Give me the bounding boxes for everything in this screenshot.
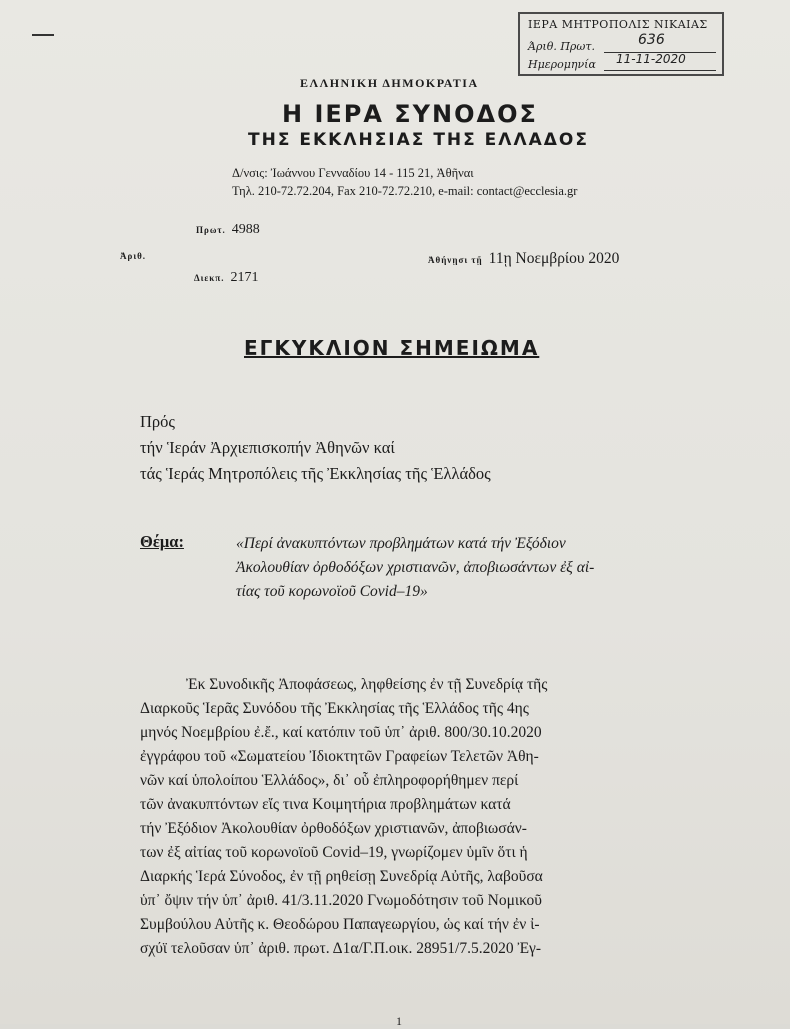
subject-line-1: «Περί ἀνακυπτόντων προβλημάτων κατά τήν Ἐξόδιον — [236, 535, 566, 552]
body-line: των ἐξ αἰτίας τοῦ κορωνοϊοῦ Covid–19, γνωρίζομεν ὑμῖν ὅτι ἡ — [140, 844, 528, 861]
reception-stamp — [518, 12, 724, 76]
body-line: τήν Ἐξόδιον Ἀκολουθίαν ὀρθοδόξων χριστιανῶν, ἀποβιωσάν- — [140, 820, 527, 837]
synod-title: Η ΙΕΡΑ ΣΥΝΟΔΟΣ — [282, 100, 538, 128]
subject-line-2: Ἀκολουθίαν ὀρθοδόξων χριστιανῶν, ἀποβιωσάντων ἐξ αἰ- — [236, 559, 595, 576]
stamp-prot-value: 636 — [638, 32, 665, 48]
date-value: 11ῃ Νοεμβρίου 2020 — [488, 250, 620, 267]
contact-line: Τηλ. 210-72.72.204, Fax 210-72.72.210, e-mail: contact@ecclesia.gr — [232, 184, 578, 198]
recipient-line-2: τάς Ἱεράς Μητροπόλεις τῆς Ἐκκλησίας τῆς Ἑλλάδος — [140, 464, 491, 483]
body-line: σχύϊ τελοῦσαν ὑπ᾿ ἀριθ. πρωτ. Δ1α/Γ.Π.οικ. 28951/7.5.2020 Ἐγ- — [140, 940, 542, 957]
body-line: Διαρκής Ἱερά Σύνοδος, ἐν τῇ ρηθείσῃ Συνεδρίᾳ Αὐτῆς, λαβοῦσα — [140, 868, 543, 885]
document-date — [428, 250, 619, 268]
body-line: Συμβούλου Αὐτῆς κ. Θεοδώρου Παπαγεωργίου, ὡς καί τήν ἐν ἰ- — [140, 916, 540, 933]
body-line: ἐγγράφου τοῦ «Σωματείου Ἰδιοκτητῶν Γραφείων Τελετῶν Ἀθη- — [140, 748, 539, 765]
recipient-to: Πρός — [140, 412, 175, 431]
page-number: 1 — [396, 1014, 402, 1028]
body-line: ὑπ᾿ ὄψιν τήν ὑπ᾿ ἀριθ. 41/3.11.2020 Γνωμοδότησιν τοῦ Νομικοῦ — [140, 892, 542, 909]
body-line: μηνός Νοεμβρίου ἐ.ἔ., καί κατόπιν τοῦ ὑπ᾿ ἀριθ. 800/30.10.2020 — [140, 724, 542, 741]
address-line: Δ/νσις: Ἰωάννου Γενναδίου 14 - 115 21, Ἀθῆναι — [232, 166, 474, 180]
body-line: Ἐκ Συνοδικῆς Ἀποφάσεως, ληφθείσης ἐν τῇ Συνεδρίᾳ τῆς — [186, 676, 548, 693]
protocol-number — [196, 222, 260, 238]
date-label: Ἀθήνῃσι τῇ — [428, 255, 483, 265]
body-line: νῶν καί ὑπολοίπου Ἑλλάδος», δι᾿ οὗ ἐπληροφορήθημεν περί — [140, 772, 519, 789]
stamp-prot-label: Άριθ. Πρωτ. — [528, 40, 595, 53]
dispatch-number — [194, 270, 258, 286]
subject-line-3: τίας τοῦ κορωνοϊοῦ Covid–19» — [236, 583, 428, 600]
body-line: Διαρκοῦς Ἱερᾶς Συνόδου τῆς Ἐκκλησίας τῆς Ἑλλάδος τῆς 4ης — [140, 700, 529, 717]
document-title: ΕΓΚΥΚΛΙΟΝ ΣΗΜΕΙΩΜΑ — [244, 336, 540, 360]
stamp-date-value: 11-11-2020 — [616, 52, 686, 66]
arith-label: Ἀριθ. — [120, 251, 147, 261]
protocol-label: Πρωτ. — [196, 225, 226, 235]
republic-heading: ΕΛΛΗΝΙΚΗ ΔΗΜΟΚΡΑΤΙΑ — [300, 76, 479, 90]
body-line: τῶν ἀνακυπτόντων εἴς τινα Κοιμητήρια προβλημάτων κατά — [140, 796, 511, 813]
dispatch-value: 2171 — [230, 270, 259, 285]
arith-label-row — [120, 248, 152, 264]
stamp-title: ΙΕΡΑ ΜΗΤΡΟΠΟΛΙΣ ΝΙΚΑΙΑΣ — [528, 18, 708, 31]
church-subtitle: ΤΗΣ ΕΚΚΛΗΣΙΑΣ ΤΗΣ ΕΛΛΑΔΟΣ — [248, 130, 589, 150]
stamp-date-label: Ημερομηνία — [528, 58, 596, 71]
subject-label: Θέμα: — [140, 532, 184, 551]
protocol-value: 4988 — [231, 222, 260, 237]
margin-mark — [32, 34, 54, 36]
recipient-line-1: τήν Ἱεράν Ἀρχιεπισκοπήν Ἀθηνῶν καί — [140, 438, 395, 457]
dispatch-label: Διεκπ. — [194, 273, 225, 283]
